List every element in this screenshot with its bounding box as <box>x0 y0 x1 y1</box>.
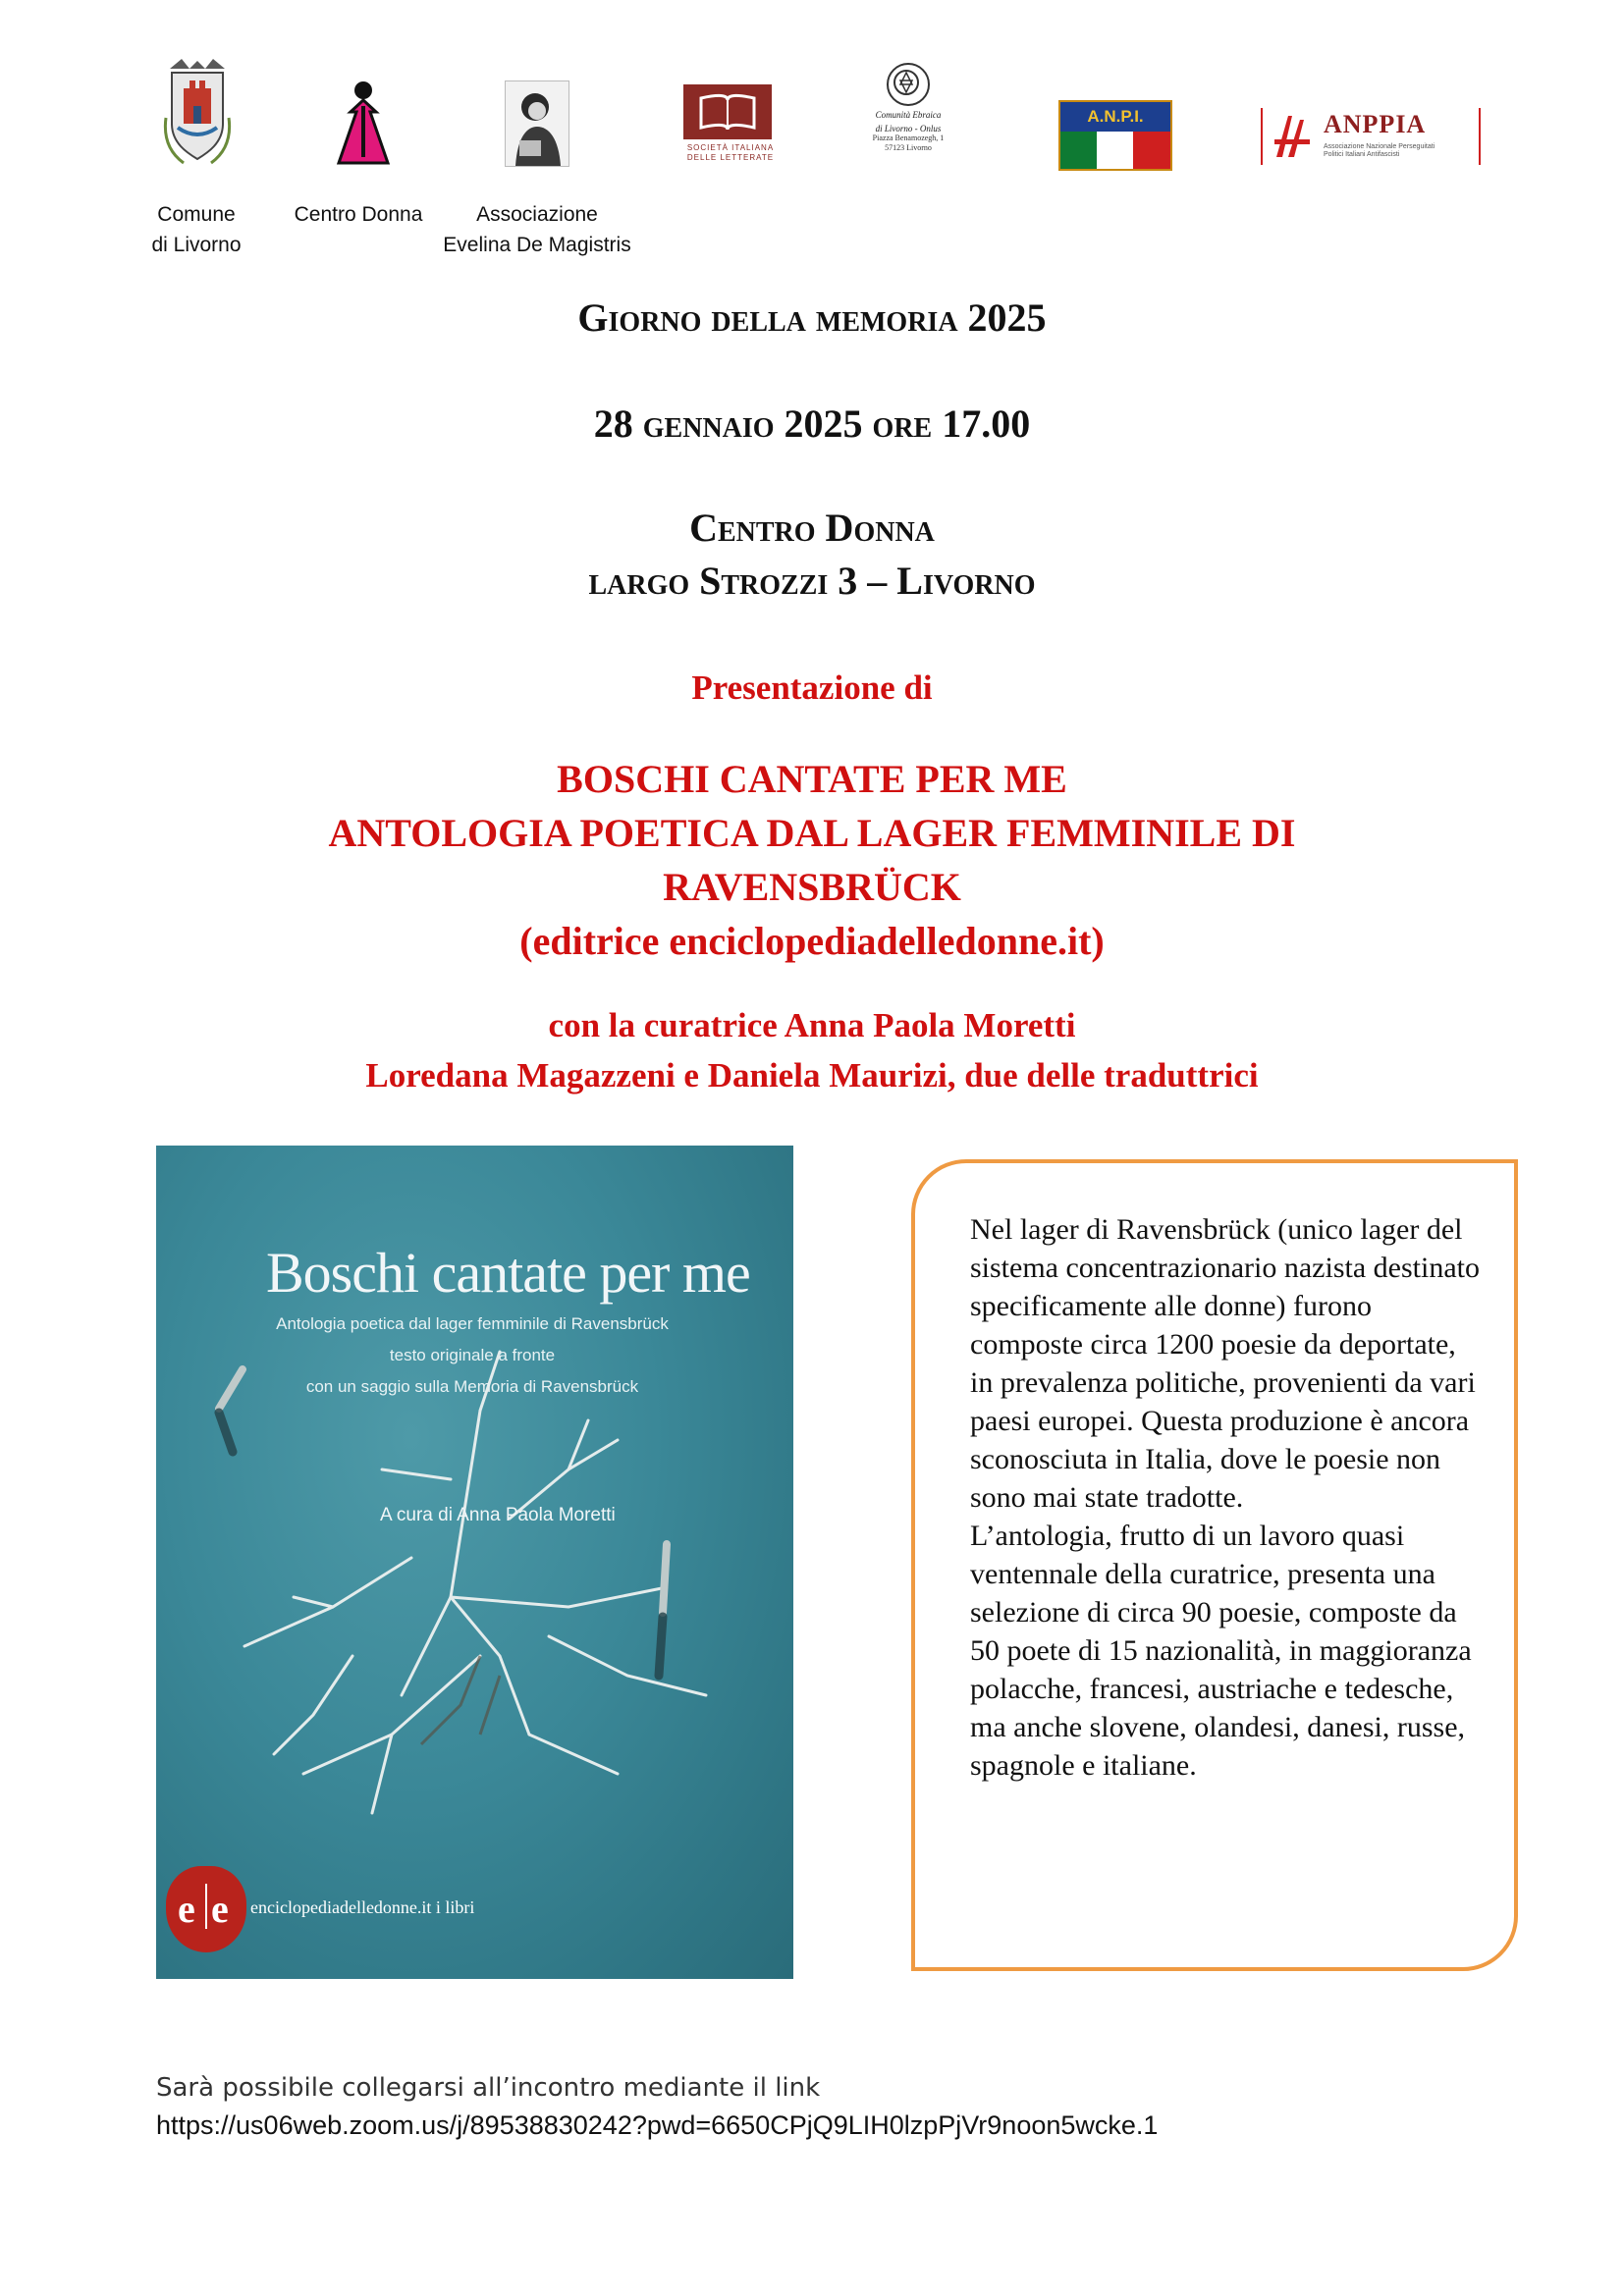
comune-caption <box>139 199 253 260</box>
book-title-line-3: RAVENSBRÜCK <box>663 865 961 909</box>
comune-caption-line-2: di Livorno <box>151 234 242 256</box>
book-publisher: (editrice enciclopediadelledonne.it) <box>519 919 1105 963</box>
description-box <box>911 1159 1518 1971</box>
ebraica-title-line-1: Comunità Ebraica <box>875 110 942 120</box>
comunita-ebraica-seal-icon <box>887 63 930 106</box>
comunita-ebraica-livorno-logo <box>864 63 952 171</box>
zoom-link[interactable]: https://us06web.zoom.us/j/89538830242?pwd=6650CPjQ9LIH0lzpPjVr9noon5wcke.1 <box>156 2110 1159 2140</box>
centro-caption-line: Centro Donna <box>294 203 423 226</box>
book-cover-image <box>156 1146 793 1979</box>
publisher-logo-divider <box>205 1884 207 1929</box>
description-paragraph-2: L’antologia, frutto di un lavoro quasi ventennale della curatrice, presenta una selezione di circa 90 poesie, composte da 50 poete di 15 nazionalità, in maggioranza polacche, francesi, austriache e tedesche, ma anche slovene, olandesi, danesi, russe, spagnole e italiane. <box>970 1520 1472 1782</box>
centro-donna-caption <box>277 199 440 230</box>
connection-note: Sarà possibile collegarsi all’incontro mediante il link <box>156 2073 821 2103</box>
societa-text-line-2: DELLE LETTERATE <box>686 153 775 162</box>
anppia-emblem-icon <box>1272 114 1312 159</box>
book-title-line-1: BOSCHI CANTATE PER ME <box>557 757 1067 801</box>
associazione-caption-line-2: Evelina De Magistris <box>443 234 631 256</box>
ebraica-address-line-1: Piazza Benamozegh, 1 <box>872 133 945 142</box>
anppia-subtitle-line-1: Associazione Nazionale Perseguitati <box>1324 143 1435 150</box>
event-title: Giorno della memoria 2025 <box>577 295 1047 340</box>
associazione-caption <box>424 199 650 260</box>
speaker-line-1: con la curatrice Anna Paola Moretti <box>548 1006 1076 1044</box>
anppia-logo <box>1261 108 1481 165</box>
associazione-caption-line-1: Associazione <box>476 203 598 226</box>
societa-italiana-letterate-logo <box>683 84 778 169</box>
centro-donna-logo <box>329 79 398 167</box>
description-paragraph-1: Nel lager di Ravensbrück (unico lager del sistema concentrazionario nazista destinato specificamente alle donne) furono composte circa 1200 poesie da deportate, in prevalenza politiche, provenienti da vari paesi europei. Questa produzione è ancora sconosciuta in Italia, dove le poesie non sono mai state tradotte. <box>970 1213 1480 1514</box>
cover-subtitle-line-3: con un saggio sulla Memoria di Ravensbrück <box>305 1377 639 1396</box>
cover-subtitle-line-2: testo originale a fronte <box>389 1346 556 1364</box>
publisher-logo-letter-1: e <box>178 1887 195 1931</box>
cover-curator: A cura di Anna Paola Moretti <box>380 1505 616 1525</box>
comune-caption-line-1: Comune <box>157 203 236 226</box>
event-address: largo Strozzi 3 – Livorno <box>588 559 1036 603</box>
event-datetime: 28 gennaio 2025 ore 17.00 <box>593 401 1031 446</box>
book-title-line-2: ANTOLOGIA POETICA DAL LAGER FEMMINILE DI <box>328 811 1296 855</box>
societa-logo-text <box>683 143 778 163</box>
publisher-logo-letter-2: e <box>211 1887 229 1931</box>
event-venue: Centro Donna <box>689 506 935 550</box>
anppia-subtitle <box>1324 143 1471 159</box>
cover-subtitle-line-1: Antologia poetica dal lager femminile di Ravensbrück <box>276 1314 669 1333</box>
cover-title: Boschi cantate per me <box>266 1241 750 1305</box>
cover-publisher: enciclopediadelledonne.it i libri <box>250 1897 475 1917</box>
anpi-flag-logo <box>1058 100 1172 171</box>
societa-book-icon <box>683 84 772 139</box>
ebraica-title-line-2: di Livorno - Onlus <box>875 124 942 133</box>
anppia-subtitle-line-2: Politici Italiani Antifascisti <box>1324 151 1400 158</box>
evelina-de-magistris-portrait-logo <box>505 80 569 167</box>
ebraica-address-line-2: 57123 Livorno <box>885 143 932 152</box>
anppia-name: ANPPIA <box>1324 110 1427 138</box>
speaker-line-2: Loredana Magazzeni e Daniela Maurizi, due delle traduttrici <box>365 1056 1259 1095</box>
presentation-intro: Presentazione di <box>691 668 933 707</box>
publisher-apple-logo <box>166 1866 246 1952</box>
comune-di-livorno-crest-logo <box>162 59 233 169</box>
anpi-logo-text: A.N.P.I. <box>1060 102 1170 132</box>
description-text <box>970 1210 1485 1785</box>
societa-text-line-1: SOCIETÀ ITALIANA <box>686 143 775 152</box>
